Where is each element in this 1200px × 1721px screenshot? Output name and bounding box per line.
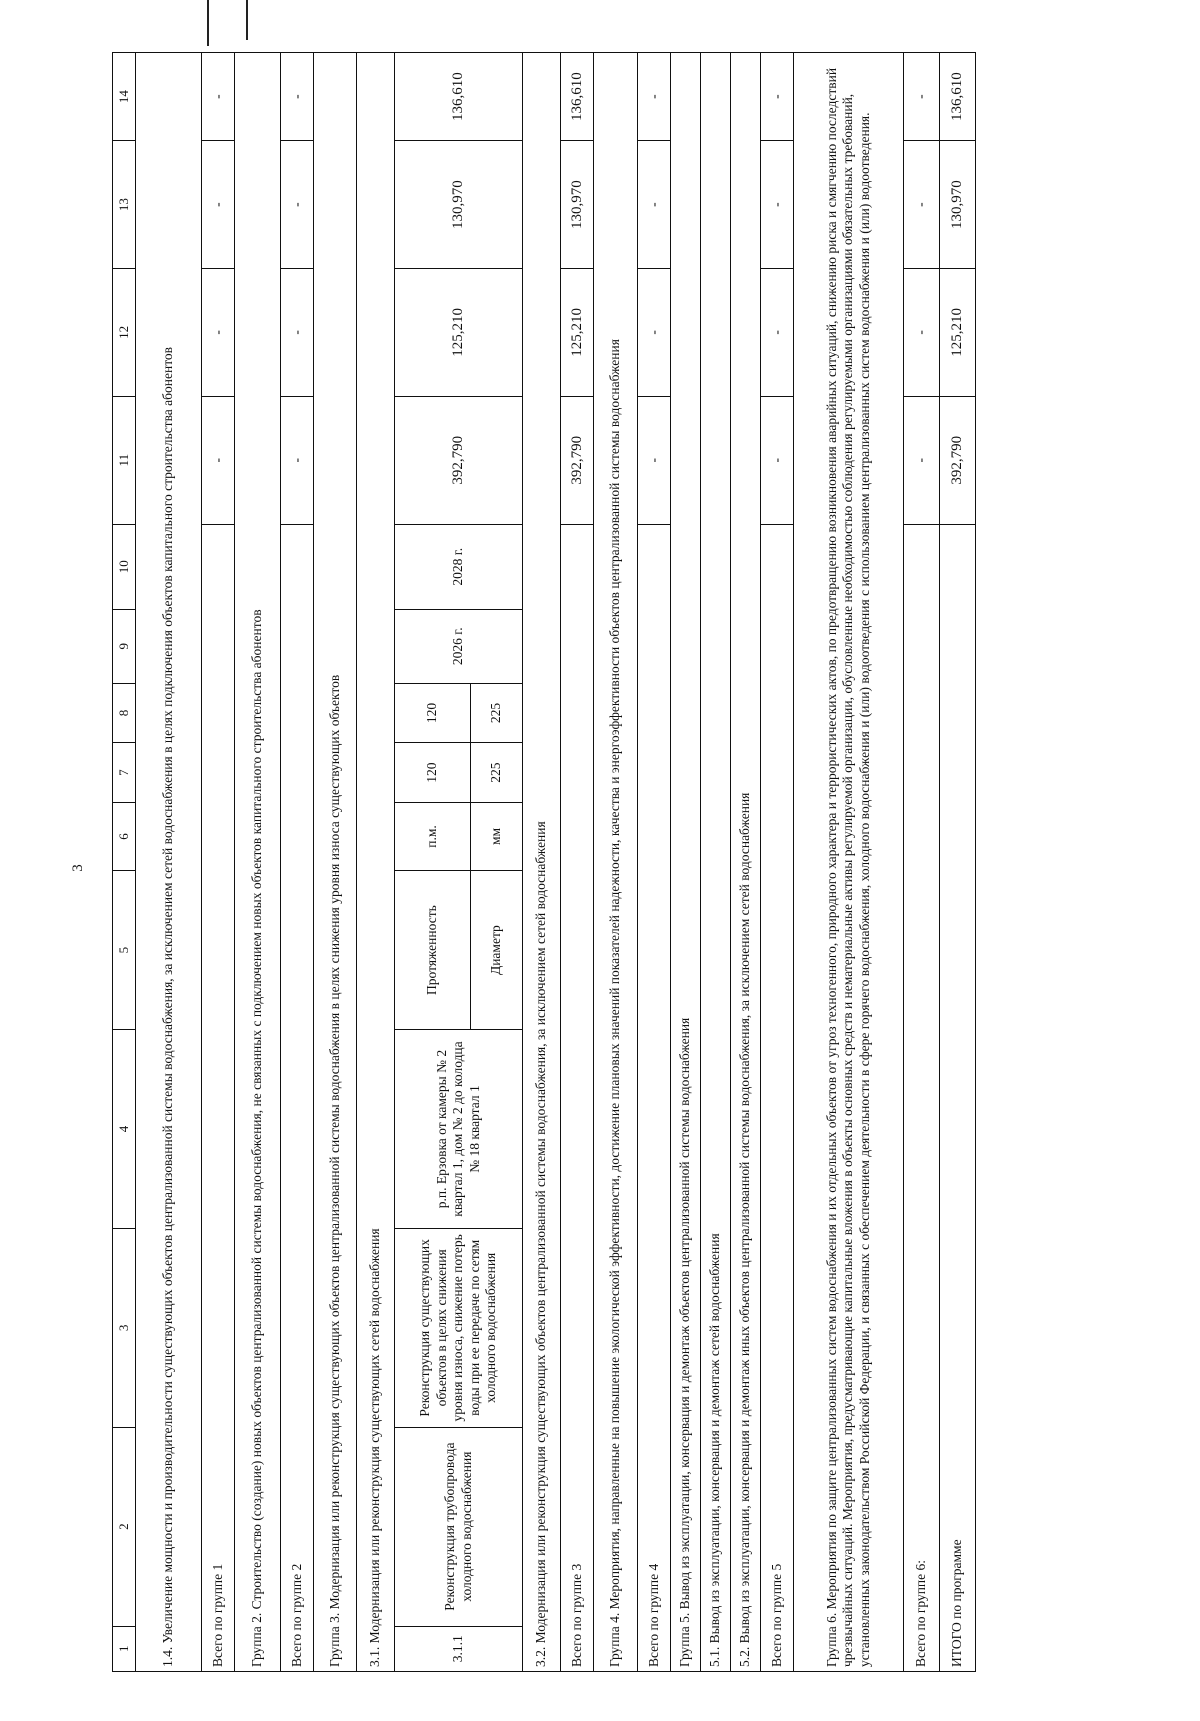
group-heading: Группа 4. Мероприятия, направленные на повышение экологической эффективности, достижение плановых значений показателей надежности, качества и энергоэффективности объектов централизованной системы водоснабжения (594, 53, 638, 1672)
total-value: - (281, 396, 314, 524)
total-value: 125,210 (561, 268, 594, 396)
total-row (904, 53, 940, 1672)
page-number: 3 (70, 864, 86, 872)
total-value: - (904, 268, 940, 396)
total-value: - (761, 53, 794, 141)
item-value: 125,210 (395, 268, 523, 396)
total-value: - (202, 396, 235, 524)
total-label: Всего по группе 5 (761, 524, 794, 1671)
total-value: - (281, 141, 314, 269)
column-number: 6 (113, 802, 136, 870)
column-number: 7 (113, 743, 136, 803)
column-number: 8 (113, 683, 136, 743)
section-row (594, 53, 638, 1672)
scan-edge-line (207, 0, 209, 46)
item-value: 136,610 (395, 53, 523, 141)
total-value: - (638, 396, 671, 524)
section-row (794, 53, 904, 1672)
group-heading: Группа 5. Вывод из эксплуатации, консервация и демонтаж объектов централизованной системы водоснабжения (671, 53, 701, 1672)
total-value: - (761, 396, 794, 524)
subsection-heading: 3.2. Модернизация или реконструкция существующих объектов централизованной системы водоснабжения, за исключением сетей водоснабжения (523, 53, 561, 1672)
total-row (202, 53, 235, 1672)
subsection-heading: 3.1. Модернизация или реконструкция существующих сетей водоснабжения (357, 53, 395, 1672)
column-number: 1 (113, 1626, 136, 1671)
section-row (357, 53, 395, 1672)
start-year: 2026 г. (395, 609, 523, 683)
column-number: 14 (113, 53, 136, 141)
group-heading: Группа 3. Модернизация или реконструкция существующих объектов централизованной системы водоснабжения в целях снижения уровня износа существующих объектов (314, 53, 357, 1672)
column-number: 5 (113, 871, 136, 1030)
total-label: Всего по группе 3 (561, 524, 594, 1671)
subsection-heading: 5.1. Вывод из эксплуатации, консервация и демонтаж сетей водоснабжения (701, 53, 731, 1672)
section-row (671, 53, 701, 1672)
total-label: ИТОГО по программе (940, 524, 976, 1671)
total-value: - (202, 53, 235, 141)
param-after: 225 (471, 683, 523, 743)
total-value: 392,790 (940, 396, 976, 524)
total-row (638, 53, 671, 1672)
table-row (395, 53, 471, 1672)
total-value: - (202, 141, 235, 269)
param-name: Диаметр (471, 871, 523, 1030)
total-value: - (281, 53, 314, 141)
total-value: - (202, 268, 235, 396)
total-label: Всего по группе 6: (904, 524, 940, 1671)
total-value: 130,970 (940, 141, 976, 269)
total-label: Всего по группе 4 (638, 524, 671, 1671)
total-value: 136,610 (940, 53, 976, 141)
item-purpose: Реконструкция существующих объектов в целях снижения уровня износа, снижение потерь воды при ее передаче по сетям холодного водоснабжения (395, 1228, 523, 1427)
total-value: - (638, 141, 671, 269)
total-row (761, 53, 794, 1672)
section-heading: 1.4. Увеличение мощности и производительности существующих объектов централизованной системы водоснабжения, за исключением сетей водоснабжения в целях подключения объектов капитального строительства абонентов (136, 53, 202, 1672)
item-name: Реконструкция трубопровода холодного водоснабжения (395, 1427, 523, 1626)
total-row (281, 53, 314, 1672)
total-row (940, 53, 976, 1672)
total-value: - (761, 141, 794, 269)
param-after: 120 (395, 683, 471, 743)
column-number: 10 (113, 524, 136, 609)
total-value: - (904, 53, 940, 141)
total-value: 136,610 (561, 53, 594, 141)
column-number-row (113, 53, 136, 1672)
group-heading: Группа 2. Строительство (создание) новых объектов централизованной системы водоснабжения, не связанных с подключением новых объектов капитального строительства абонентов (235, 53, 281, 1672)
total-value: - (904, 141, 940, 269)
total-value: - (638, 53, 671, 141)
rotated-table-container (112, 52, 1116, 1672)
total-value: 130,970 (561, 141, 594, 269)
group-heading: Группа 6. Мероприятия по защите централизованных систем водоснабжения и их отдельных объектов от угроз техногенного, природного характера и террористических актов, по предотвращению возникновения аварийных ситуаций, снижению риска и смягчению последствий чрезвычайных ситуаций. Мероприятия, предусматривающие капитальные вложения в объекты основных средств и нематериальные активы регулируемой организации, обусловленные необходимостью соблюдения регулируемыми организациями обязательных требований, установленных законодательством Российской Федерации, и связанных с обеспечением деятельности в сфере горячего водоснабжения, холодного водоснабжения и (или) водоотведения с использованием централизованных систем водоснабжения и (или) водоотведения. (794, 53, 904, 1672)
total-row (561, 53, 594, 1672)
param-unit: мм (471, 802, 523, 870)
scan-edge-line (246, 0, 248, 40)
item-value: 392,790 (395, 396, 523, 524)
column-number: 13 (113, 141, 136, 269)
section-row (701, 53, 731, 1672)
total-value: - (761, 268, 794, 396)
total-value: - (281, 268, 314, 396)
total-value: 125,210 (940, 268, 976, 396)
total-value: - (904, 396, 940, 524)
total-label: Всего по группе 2 (281, 524, 314, 1671)
column-number: 4 (113, 1030, 136, 1229)
column-number: 3 (113, 1228, 136, 1427)
column-number: 9 (113, 609, 136, 683)
param-unit: п.м. (395, 802, 471, 870)
total-label: Всего по группе 1 (202, 524, 235, 1671)
column-number: 12 (113, 268, 136, 396)
param-name: Протяженность (395, 871, 471, 1030)
end-year: 2028 г. (395, 524, 523, 609)
section-row (523, 53, 561, 1672)
section-row (314, 53, 357, 1672)
section-row (136, 53, 202, 1672)
total-value: 392,790 (561, 396, 594, 524)
item-value: 130,970 (395, 141, 523, 269)
subsection-heading: 5.2. Вывод из эксплуатации, консервация и демонтаж иных объектов централизованной системы водоснабжения, за исключением сетей водоснабжения (731, 53, 761, 1672)
total-value: - (638, 268, 671, 396)
column-number: 11 (113, 396, 136, 524)
investment-program-table (112, 52, 976, 1672)
item-location: р.п. Ерзовка от камеры № 2 квартал 1, дом № 2 до колодца № 18 квартал 1 (395, 1030, 523, 1229)
column-number: 2 (113, 1427, 136, 1626)
item-number: 3.1.1 (395, 1626, 523, 1671)
param-before: 120 (395, 743, 471, 803)
section-row (235, 53, 281, 1672)
param-before: 225 (471, 743, 523, 803)
section-row (731, 53, 761, 1672)
